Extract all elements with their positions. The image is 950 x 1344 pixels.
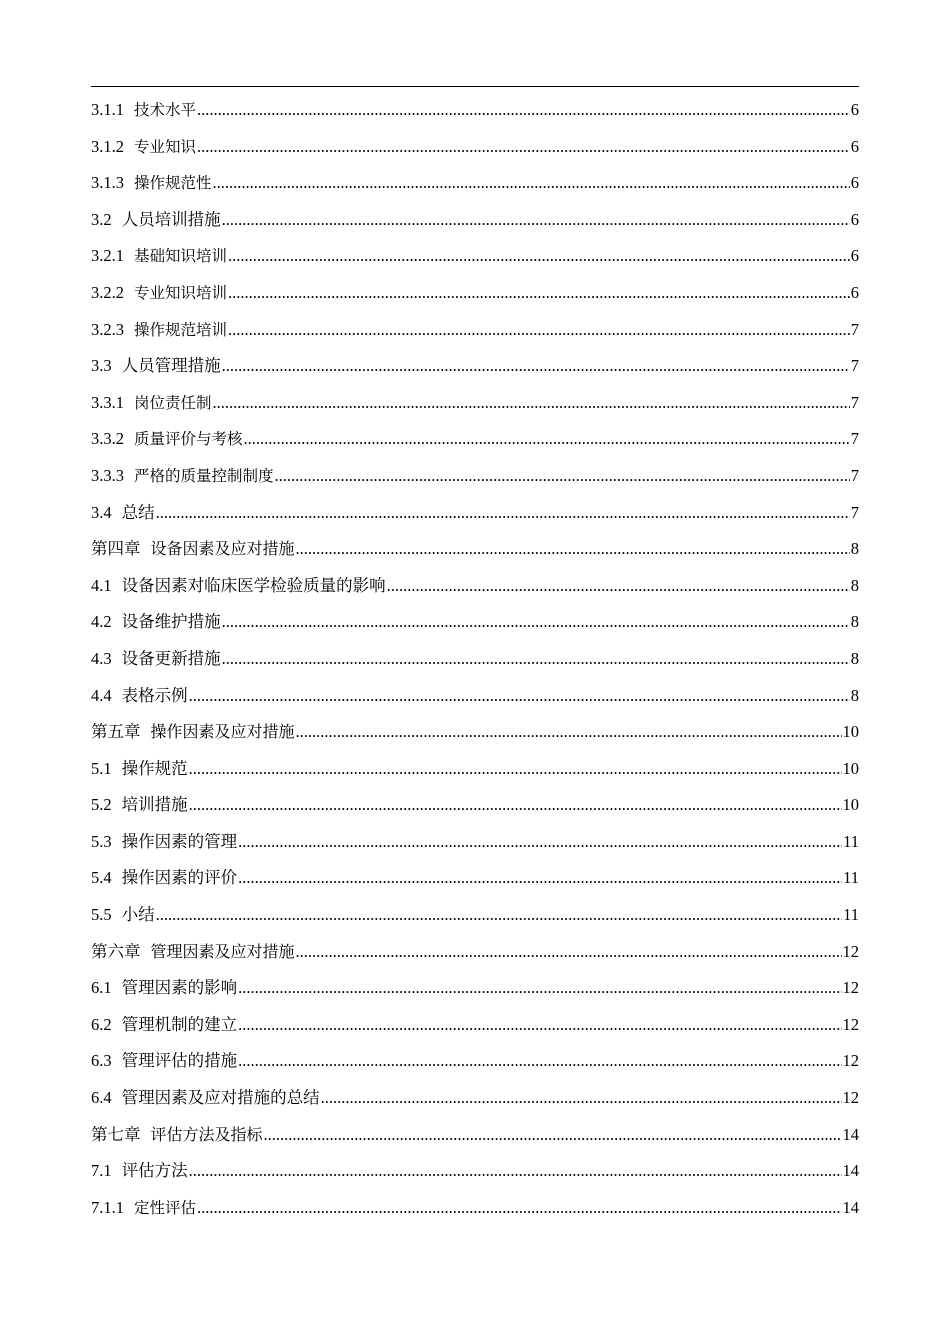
toc-entry-title: 操作因素的管理 <box>121 831 238 851</box>
toc-entry-number: 第七章 <box>91 1124 141 1144</box>
toc-entry-number: 3.1.2 <box>91 136 124 156</box>
toc-entry-title: 定性评估 <box>134 1198 197 1217</box>
toc-dot-leader <box>238 824 842 861</box>
toc-dot-leader <box>264 1117 842 1154</box>
toc-entry-page: 12 <box>842 1088 859 1108</box>
toc-entry-page: 6 <box>850 246 859 266</box>
toc-entry-page: 8 <box>850 612 859 632</box>
toc-entry-30[interactable] <box>91 1153 859 1190</box>
toc-entry-page: 7 <box>850 502 859 522</box>
toc-entry-number: 4.2 <box>91 612 112 632</box>
toc-entry-title: 总结 <box>121 502 155 522</box>
toc-entry-title: 设备因素及应对措施 <box>150 539 295 559</box>
toc-entry-page: 6 <box>850 282 859 302</box>
toc-entry-title: 专业知识培训 <box>134 283 228 302</box>
toc-entry-18[interactable] <box>91 714 859 751</box>
toc-entry-page: 14 <box>842 1197 859 1217</box>
toc-entry-number: 3.3.2 <box>91 429 124 449</box>
toc-entry-number: 4.3 <box>91 648 112 668</box>
toc-dot-leader <box>238 1043 841 1080</box>
toc-entry-page: 12 <box>842 1014 859 1034</box>
toc-entry-17[interactable] <box>91 678 859 715</box>
toc-entry-page: 7 <box>850 392 859 412</box>
toc-entry-page: 12 <box>842 1051 859 1071</box>
toc-dot-leader <box>156 495 850 532</box>
toc-dot-leader <box>228 238 850 275</box>
toc-entry-10[interactable] <box>91 421 859 458</box>
toc-entry-title: 操作因素的评价 <box>121 868 238 888</box>
toc-entry-title: 表格示例 <box>121 685 188 705</box>
toc-entry-number: 6.4 <box>91 1088 112 1108</box>
toc-entry-page: 11 <box>843 905 859 925</box>
toc-entry-number: 3.3.1 <box>91 392 124 412</box>
table-of-contents <box>91 92 859 1226</box>
toc-entry-title: 设备维护措施 <box>121 612 221 632</box>
toc-entry-13[interactable] <box>91 531 859 568</box>
toc-dot-leader <box>197 1190 841 1227</box>
toc-entry-15[interactable] <box>91 604 859 641</box>
toc-entry-page: 11 <box>843 868 859 888</box>
toc-entry-number: 3.2.2 <box>91 282 124 302</box>
toc-entry-page: 8 <box>850 539 859 559</box>
toc-entry-page: 7 <box>850 465 859 485</box>
toc-dot-leader <box>213 165 850 202</box>
toc-dot-leader <box>197 129 850 166</box>
toc-entry-page: 12 <box>842 941 859 961</box>
toc-entry-27[interactable] <box>91 1043 859 1080</box>
toc-entry-number: 3.4 <box>91 502 112 522</box>
toc-dot-leader <box>228 312 850 349</box>
toc-entry-19[interactable] <box>91 751 859 788</box>
toc-entry-title: 小结 <box>121 905 155 925</box>
toc-entry-title: 管理评估的措施 <box>121 1051 238 1071</box>
toc-entry-22[interactable] <box>91 860 859 897</box>
toc-dot-leader <box>222 641 850 678</box>
toc-entry-number: 7.1 <box>91 1161 112 1181</box>
toc-entry-number: 3.1.1 <box>91 100 124 119</box>
toc-dot-leader <box>275 458 850 495</box>
toc-dot-leader <box>228 275 850 312</box>
toc-entry-23[interactable] <box>91 897 859 934</box>
toc-dot-leader <box>189 751 842 788</box>
toc-entry-title: 人员管理措施 <box>121 356 221 376</box>
toc-entry-1[interactable] <box>91 92 859 129</box>
toc-entry-number: 5.5 <box>91 905 112 925</box>
toc-entry-number: 3.3 <box>91 356 112 376</box>
toc-entry-9[interactable] <box>91 385 859 422</box>
toc-entry-21[interactable] <box>91 824 859 861</box>
toc-entry-title: 专业知识 <box>134 137 197 156</box>
toc-entry-31[interactable] <box>91 1190 859 1227</box>
toc-dot-leader <box>189 1153 842 1190</box>
toc-entry-8[interactable] <box>91 348 859 385</box>
toc-dot-leader <box>321 1080 842 1117</box>
toc-dot-leader <box>244 421 850 458</box>
toc-dot-leader <box>238 970 841 1007</box>
toc-entry-title: 管理机制的建立 <box>121 1014 238 1034</box>
toc-entry-number: 第五章 <box>91 722 141 742</box>
toc-dot-leader <box>189 678 850 715</box>
header-rule <box>91 86 859 87</box>
toc-dot-leader <box>296 934 842 971</box>
toc-entry-page: 7 <box>850 356 859 376</box>
toc-entry-title: 评估方法 <box>121 1161 188 1181</box>
toc-entry-number: 6.2 <box>91 1014 112 1034</box>
toc-entry-number: 6.1 <box>91 978 112 998</box>
toc-entry-24[interactable] <box>91 934 859 971</box>
toc-entry-page: 8 <box>850 648 859 668</box>
toc-entry-29[interactable] <box>91 1117 859 1154</box>
toc-entry-16[interactable] <box>91 641 859 678</box>
toc-entry-page: 8 <box>850 685 859 705</box>
toc-entry-26[interactable] <box>91 1007 859 1044</box>
toc-entry-12[interactable] <box>91 495 859 532</box>
toc-dot-leader <box>387 568 850 605</box>
toc-entry-page: 14 <box>842 1124 859 1144</box>
toc-entry-page: 10 <box>842 795 859 815</box>
toc-entry-title: 设备因素对临床医学检验质量的影响 <box>121 575 386 595</box>
toc-entry-number: 3.2.3 <box>91 319 124 339</box>
toc-entry-number: 3.2.1 <box>91 246 124 266</box>
toc-entry-page: 11 <box>843 831 859 851</box>
toc-dot-leader <box>222 202 850 239</box>
toc-entry-28[interactable] <box>91 1080 859 1117</box>
toc-entry-number: 第六章 <box>91 941 141 961</box>
toc-entry-number: 4.1 <box>91 575 112 595</box>
toc-entry-title: 基础知识培训 <box>134 247 228 266</box>
toc-entry-title: 设备更新措施 <box>121 648 221 668</box>
toc-entry-4[interactable] <box>91 202 859 239</box>
toc-entry-page: 8 <box>850 575 859 595</box>
toc-dot-leader <box>238 1007 841 1044</box>
toc-entry-number: 5.4 <box>91 868 112 888</box>
toc-dot-leader <box>222 348 850 385</box>
toc-entry-title: 管理因素的影响 <box>121 978 238 998</box>
toc-entry-14[interactable] <box>91 568 859 605</box>
toc-entry-number: 6.3 <box>91 1051 112 1071</box>
toc-entry-2[interactable] <box>91 129 859 166</box>
toc-dot-leader <box>296 714 842 751</box>
toc-entry-6[interactable] <box>91 275 859 312</box>
toc-dot-leader <box>156 897 842 934</box>
toc-entry-title: 培训措施 <box>121 795 188 815</box>
toc-entry-number: 3.1.3 <box>91 173 124 193</box>
toc-entry-number: 5.3 <box>91 831 112 851</box>
toc-entry-number: 3.3.3 <box>91 465 124 485</box>
toc-entry-page: 6 <box>850 173 859 193</box>
toc-entry-3[interactable] <box>91 165 859 202</box>
toc-entry-title: 管理因素及应对措施的总结 <box>121 1088 320 1108</box>
toc-entry-title: 质量评价与考核 <box>134 430 243 449</box>
toc-entry-page: 6 <box>850 100 859 119</box>
toc-dot-leader <box>213 385 850 422</box>
toc-entry-title: 评估方法及指标 <box>150 1124 263 1144</box>
toc-entry-title: 人员培训措施 <box>121 209 221 229</box>
toc-entry-number: 5.1 <box>91 758 112 778</box>
toc-entry-11[interactable] <box>91 458 859 495</box>
toc-dot-leader <box>296 531 850 568</box>
toc-dot-leader <box>222 604 850 641</box>
toc-entry-25[interactable] <box>91 970 859 1007</box>
toc-entry-page: 10 <box>842 722 859 742</box>
toc-entry-number: 5.2 <box>91 795 112 815</box>
toc-entry-title: 操作规范 <box>121 758 188 778</box>
toc-dot-leader <box>189 787 842 824</box>
toc-entry-page: 12 <box>842 978 859 998</box>
toc-entry-number: 7.1.1 <box>91 1197 124 1217</box>
toc-entry-number: 第四章 <box>91 539 141 559</box>
toc-dot-leader <box>197 92 850 129</box>
toc-entry-page: 6 <box>850 209 859 229</box>
toc-entry-title: 技术水平 <box>134 101 197 119</box>
toc-entry-5[interactable] <box>91 238 859 275</box>
toc-entry-page: 6 <box>850 136 859 156</box>
toc-dot-leader <box>238 860 842 897</box>
toc-entry-title: 管理因素及应对措施 <box>150 941 295 961</box>
toc-entry-7[interactable] <box>91 312 859 349</box>
toc-entry-number: 3.2 <box>91 209 112 229</box>
toc-entry-number: 4.4 <box>91 685 112 705</box>
toc-entry-title: 操作规范性 <box>134 174 212 193</box>
toc-entry-page: 10 <box>842 758 859 778</box>
toc-entry-page: 14 <box>842 1161 859 1181</box>
toc-entry-20[interactable] <box>91 787 859 824</box>
toc-entry-page: 7 <box>850 319 859 339</box>
toc-entry-title: 岗位责任制 <box>134 393 212 412</box>
toc-entry-title: 操作规范培训 <box>134 320 228 339</box>
toc-entry-title: 操作因素及应对措施 <box>150 722 295 742</box>
toc-entry-title: 严格的质量控制制度 <box>134 466 274 485</box>
toc-entry-page: 7 <box>850 429 859 449</box>
